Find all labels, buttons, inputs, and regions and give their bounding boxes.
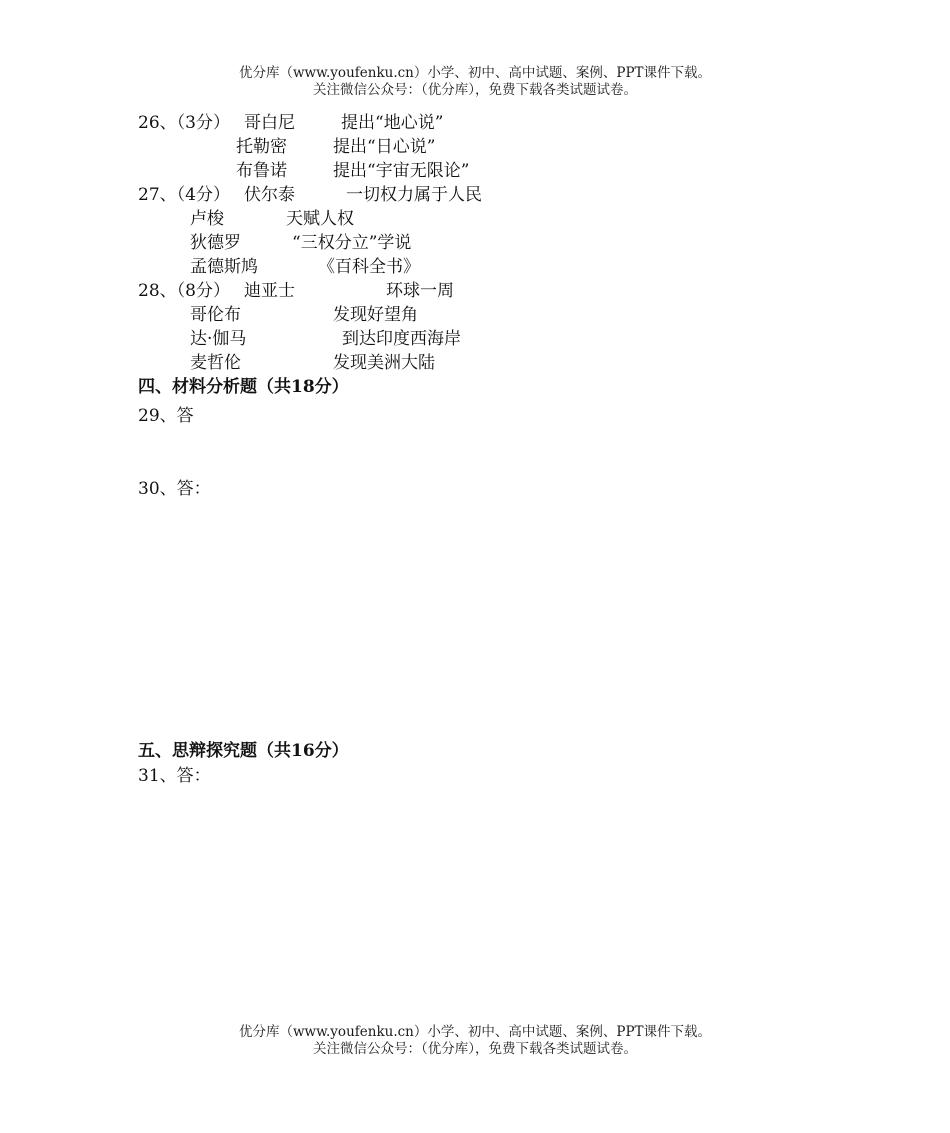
q26-item-3-desc: 提出“宇宙无限论” <box>333 161 470 181</box>
q27-item-1-name: 伏尔泰 <box>244 185 295 205</box>
section-5-title: 五、思辩探究题（共16分） <box>138 741 349 761</box>
header-line-2: 关注微信公众号：（优分库），免费下载各类试题试卷。 <box>313 82 637 98</box>
q28-item-1-desc: 环球一周 <box>386 281 454 301</box>
footer-line-2: 关注微信公众号：（优分库），免费下载各类试题试卷。 <box>313 1041 637 1057</box>
section-4-title: 四、材料分析题（共18分） <box>138 377 349 397</box>
q28-item-2-desc: 发现好望角 <box>333 305 418 325</box>
footer-line-1: 优分库（www.youfenku.cn）小学、初中、高中试题、案例、PPT课件下载。 <box>238 1024 712 1040</box>
q26-prefix: 26、（3分） <box>138 113 230 133</box>
q31-answer-label: 31、答： <box>138 766 211 786</box>
header-line-1: 优分库（www.youfenku.cn）小学、初中、高中试题、案例、PPT课件下载。 <box>238 65 712 81</box>
q28-item-2-name: 哥伦布 <box>190 305 241 325</box>
q28-item-4-name: 麦哲伦 <box>190 353 241 373</box>
q28-item-3-name: 达·伽马 <box>190 329 247 349</box>
q28-item-1-name: 迪亚士 <box>244 281 295 301</box>
q26-item-1-desc: 提出“地心说” <box>341 113 444 133</box>
q27-item-3-name: 狄德罗 <box>190 233 241 253</box>
q30-answer-label: 30、答： <box>138 479 211 499</box>
q29-answer-label: 29、答 <box>138 406 194 426</box>
q26-item-2-desc: 提出“日心说” <box>333 137 436 157</box>
q27-item-2-name: 卢梭 <box>190 209 224 229</box>
q27-item-4-desc: 《百科全书》 <box>318 257 420 277</box>
q27-item-1-desc: 一切权力属于人民 <box>346 185 482 205</box>
q26-item-3-name: 布鲁诺 <box>236 161 287 181</box>
q28-item-4-desc: 发现美洲大陆 <box>333 353 435 373</box>
q27-prefix: 27、（4分） <box>138 185 230 205</box>
q27-item-3-desc: “三权分立”学说 <box>292 233 412 253</box>
q28-prefix: 28、（8分） <box>138 281 230 301</box>
page-footer <box>0 1024 950 1058</box>
q27-item-4-name: 孟德斯鸠 <box>190 257 258 277</box>
page-header <box>0 65 950 99</box>
q28-item-3-desc: 到达印度西海岸 <box>342 329 461 349</box>
q26-item-2-name: 托勒密 <box>236 137 287 157</box>
q27-item-2-desc: 天赋人权 <box>286 209 354 229</box>
q26-item-1-name: 哥白尼 <box>244 113 295 133</box>
